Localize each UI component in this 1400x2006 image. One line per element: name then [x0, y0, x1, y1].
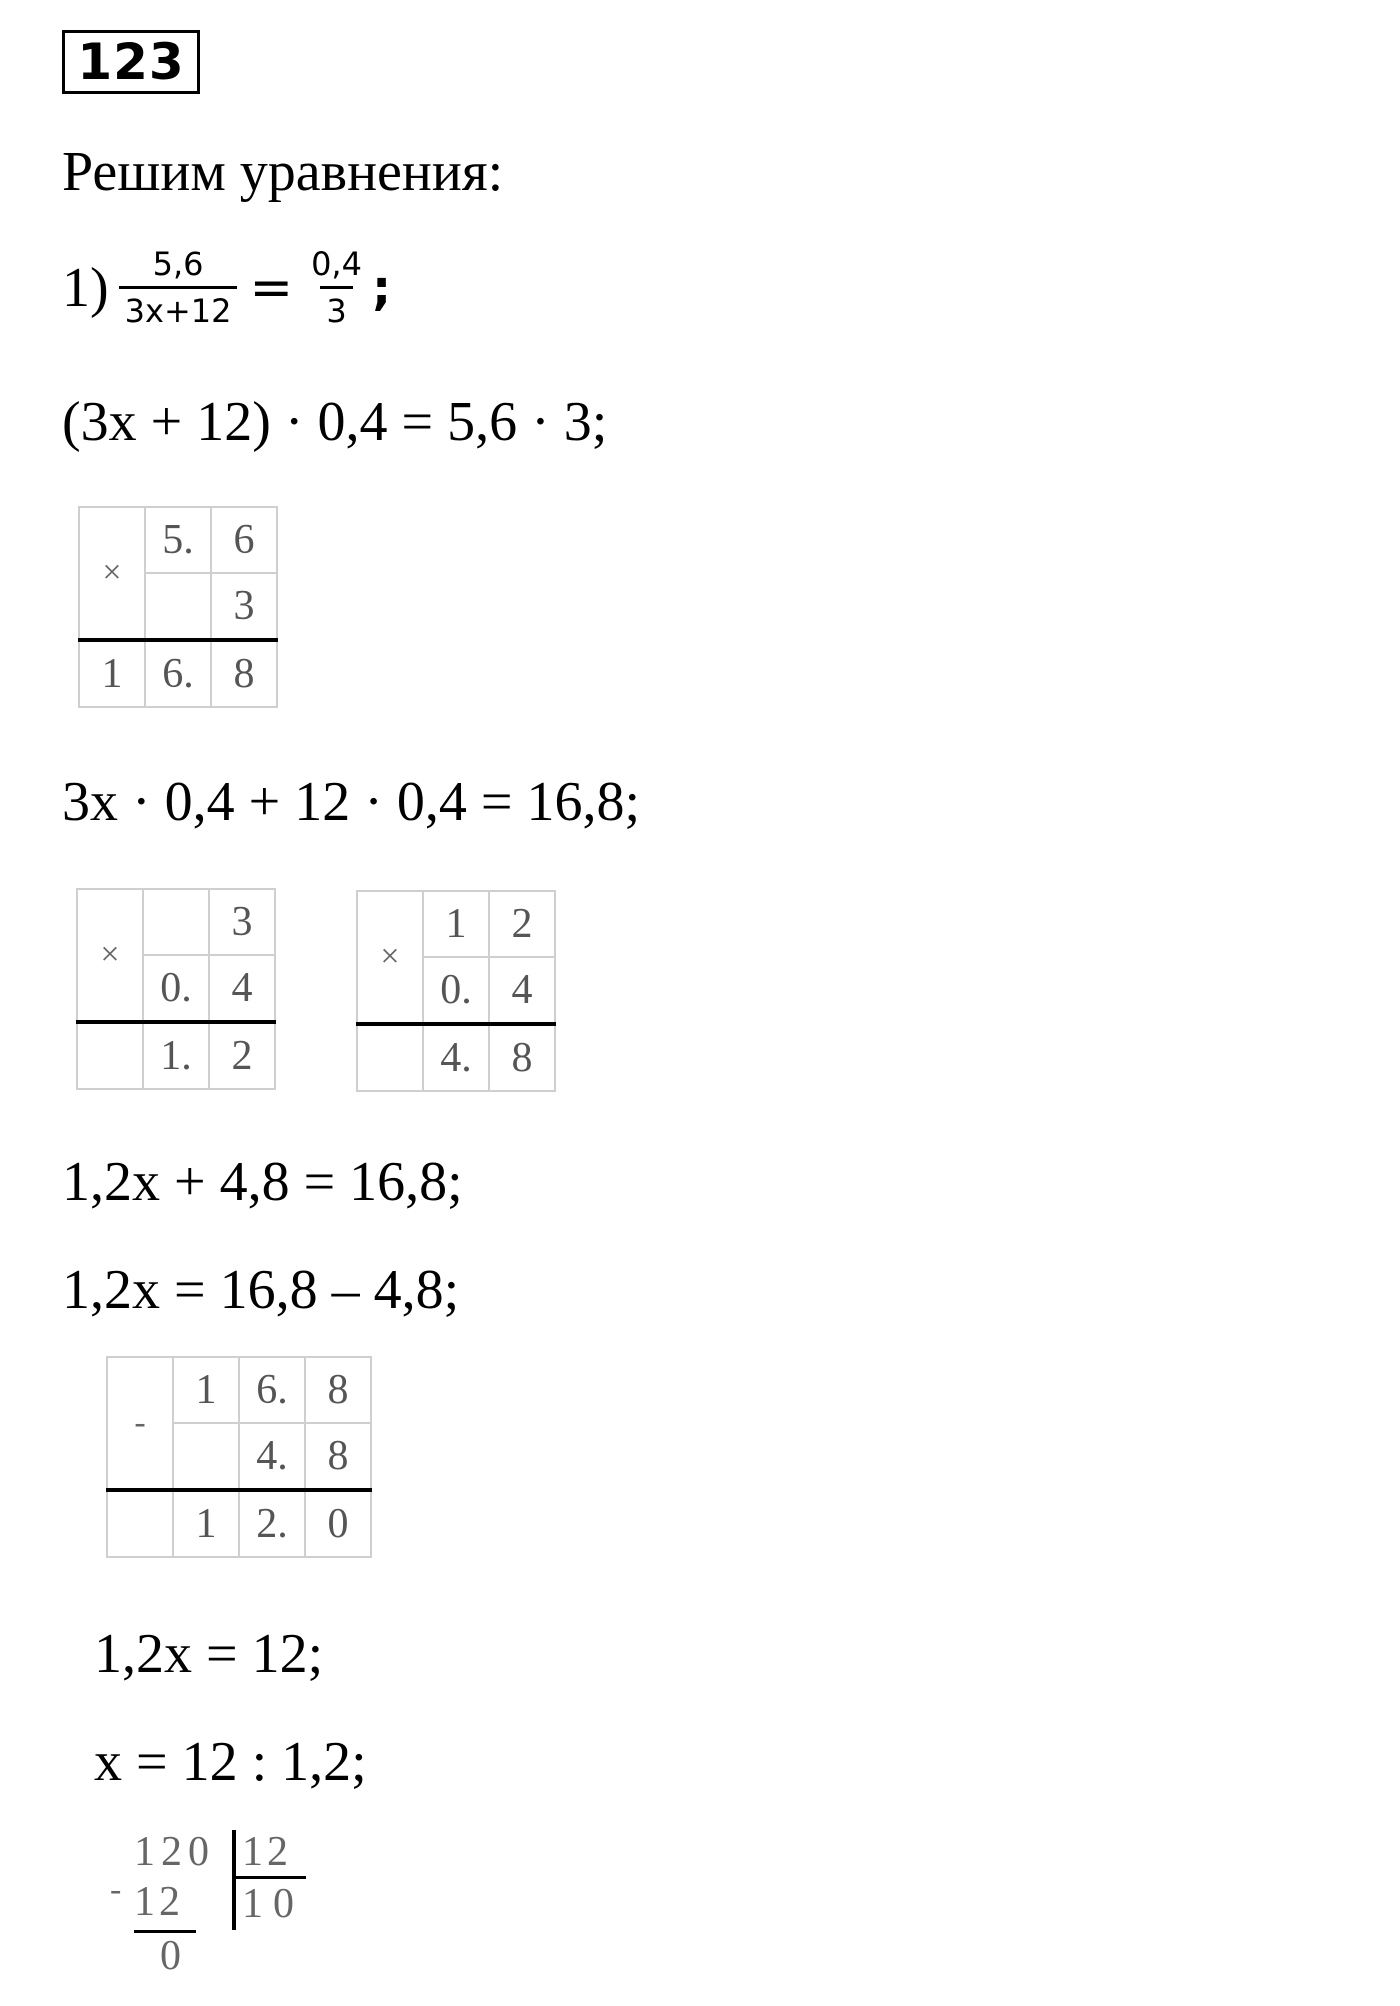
- equals-sign: =: [249, 257, 294, 318]
- result-cell: 8: [489, 1024, 555, 1091]
- fraction-left-denominator: 3x+12: [119, 286, 238, 329]
- division-minus: -: [110, 1871, 122, 1908]
- equation-fraction: [62, 246, 391, 329]
- calc-cell: 0.: [143, 955, 209, 1022]
- operator-cell: -: [107, 1357, 173, 1490]
- calc-cell: 1: [423, 891, 489, 957]
- problem-number: 123: [62, 30, 200, 94]
- calc-cell: 8: [305, 1423, 371, 1490]
- calc-cell: 4: [209, 955, 275, 1022]
- equation-line-1: (3x + 12) · 0,4 = 5,6 · 3;: [62, 391, 608, 453]
- calc-cell: 4: [489, 957, 555, 1024]
- remainder: 0: [160, 1933, 181, 1979]
- result-cell: 6.: [145, 640, 211, 707]
- result-cell: 0: [305, 1490, 371, 1557]
- calc-cell: 2: [489, 891, 555, 957]
- result-cell: 1: [79, 640, 145, 707]
- equation-line-3: 1,2x + 4,8 = 16,8;: [62, 1151, 463, 1213]
- subtrahend: 12: [134, 1879, 184, 1925]
- subtraction-table: [106, 1356, 372, 1558]
- operator-cell: ×: [77, 889, 143, 1022]
- equation-line-2: 3x · 0,4 + 12 · 0,4 = 16,8;: [62, 771, 641, 833]
- result-cell: 4.: [423, 1024, 489, 1091]
- calc-cell: 6: [211, 507, 277, 573]
- calc-cell: [173, 1423, 239, 1490]
- long-division: [110, 1830, 330, 2006]
- calc-cell: 4.: [239, 1423, 305, 1490]
- equation-line-5: 1,2x = 12;: [94, 1623, 324, 1685]
- result-cell: 8: [211, 640, 277, 707]
- result-cell: 2: [209, 1022, 275, 1089]
- multiplication-table-1: [78, 506, 278, 708]
- calc-cell: 5.: [145, 507, 211, 573]
- operator-cell: ×: [357, 891, 423, 1024]
- dividend: 120: [134, 1829, 215, 1875]
- calc-cell: 6.: [239, 1357, 305, 1423]
- calc-cell: 1: [173, 1357, 239, 1423]
- multiplication-table-2: [76, 888, 276, 1090]
- calc-cell: 8: [305, 1357, 371, 1423]
- calc-cell: [145, 573, 211, 640]
- fraction-left-numerator: 5,6: [152, 245, 204, 283]
- equation-line-6: x = 12 : 1,2;: [94, 1731, 367, 1793]
- heading: Решим уравнения:: [62, 141, 504, 203]
- result-cell: [357, 1024, 423, 1091]
- quotient-line: [236, 1876, 306, 1879]
- quotient: 10: [242, 1881, 304, 1927]
- operator-cell: ×: [79, 507, 145, 640]
- part-label: 1): [62, 256, 109, 319]
- result-cell: 1: [173, 1490, 239, 1557]
- calc-cell: 3: [211, 573, 277, 640]
- equation-line-4: 1,2x = 16,8 – 4,8;: [62, 1259, 460, 1321]
- calc-cell: [143, 889, 209, 955]
- result-cell: [107, 1490, 173, 1557]
- semicolon: ;: [371, 259, 392, 316]
- divisor: 12: [242, 1829, 292, 1875]
- fraction-right: [305, 246, 368, 329]
- multiplication-table-3: [356, 890, 556, 1092]
- fraction-right-denominator: 3: [320, 286, 352, 329]
- division-vertical-bar: [232, 1830, 236, 1930]
- result-cell: 1.: [143, 1022, 209, 1089]
- fraction-left: [119, 246, 238, 329]
- fraction-right-numerator: 0,4: [311, 245, 362, 283]
- result-cell: 2.: [239, 1490, 305, 1557]
- calc-cell: 3: [209, 889, 275, 955]
- calc-cell: 0.: [423, 957, 489, 1024]
- result-cell: [77, 1022, 143, 1089]
